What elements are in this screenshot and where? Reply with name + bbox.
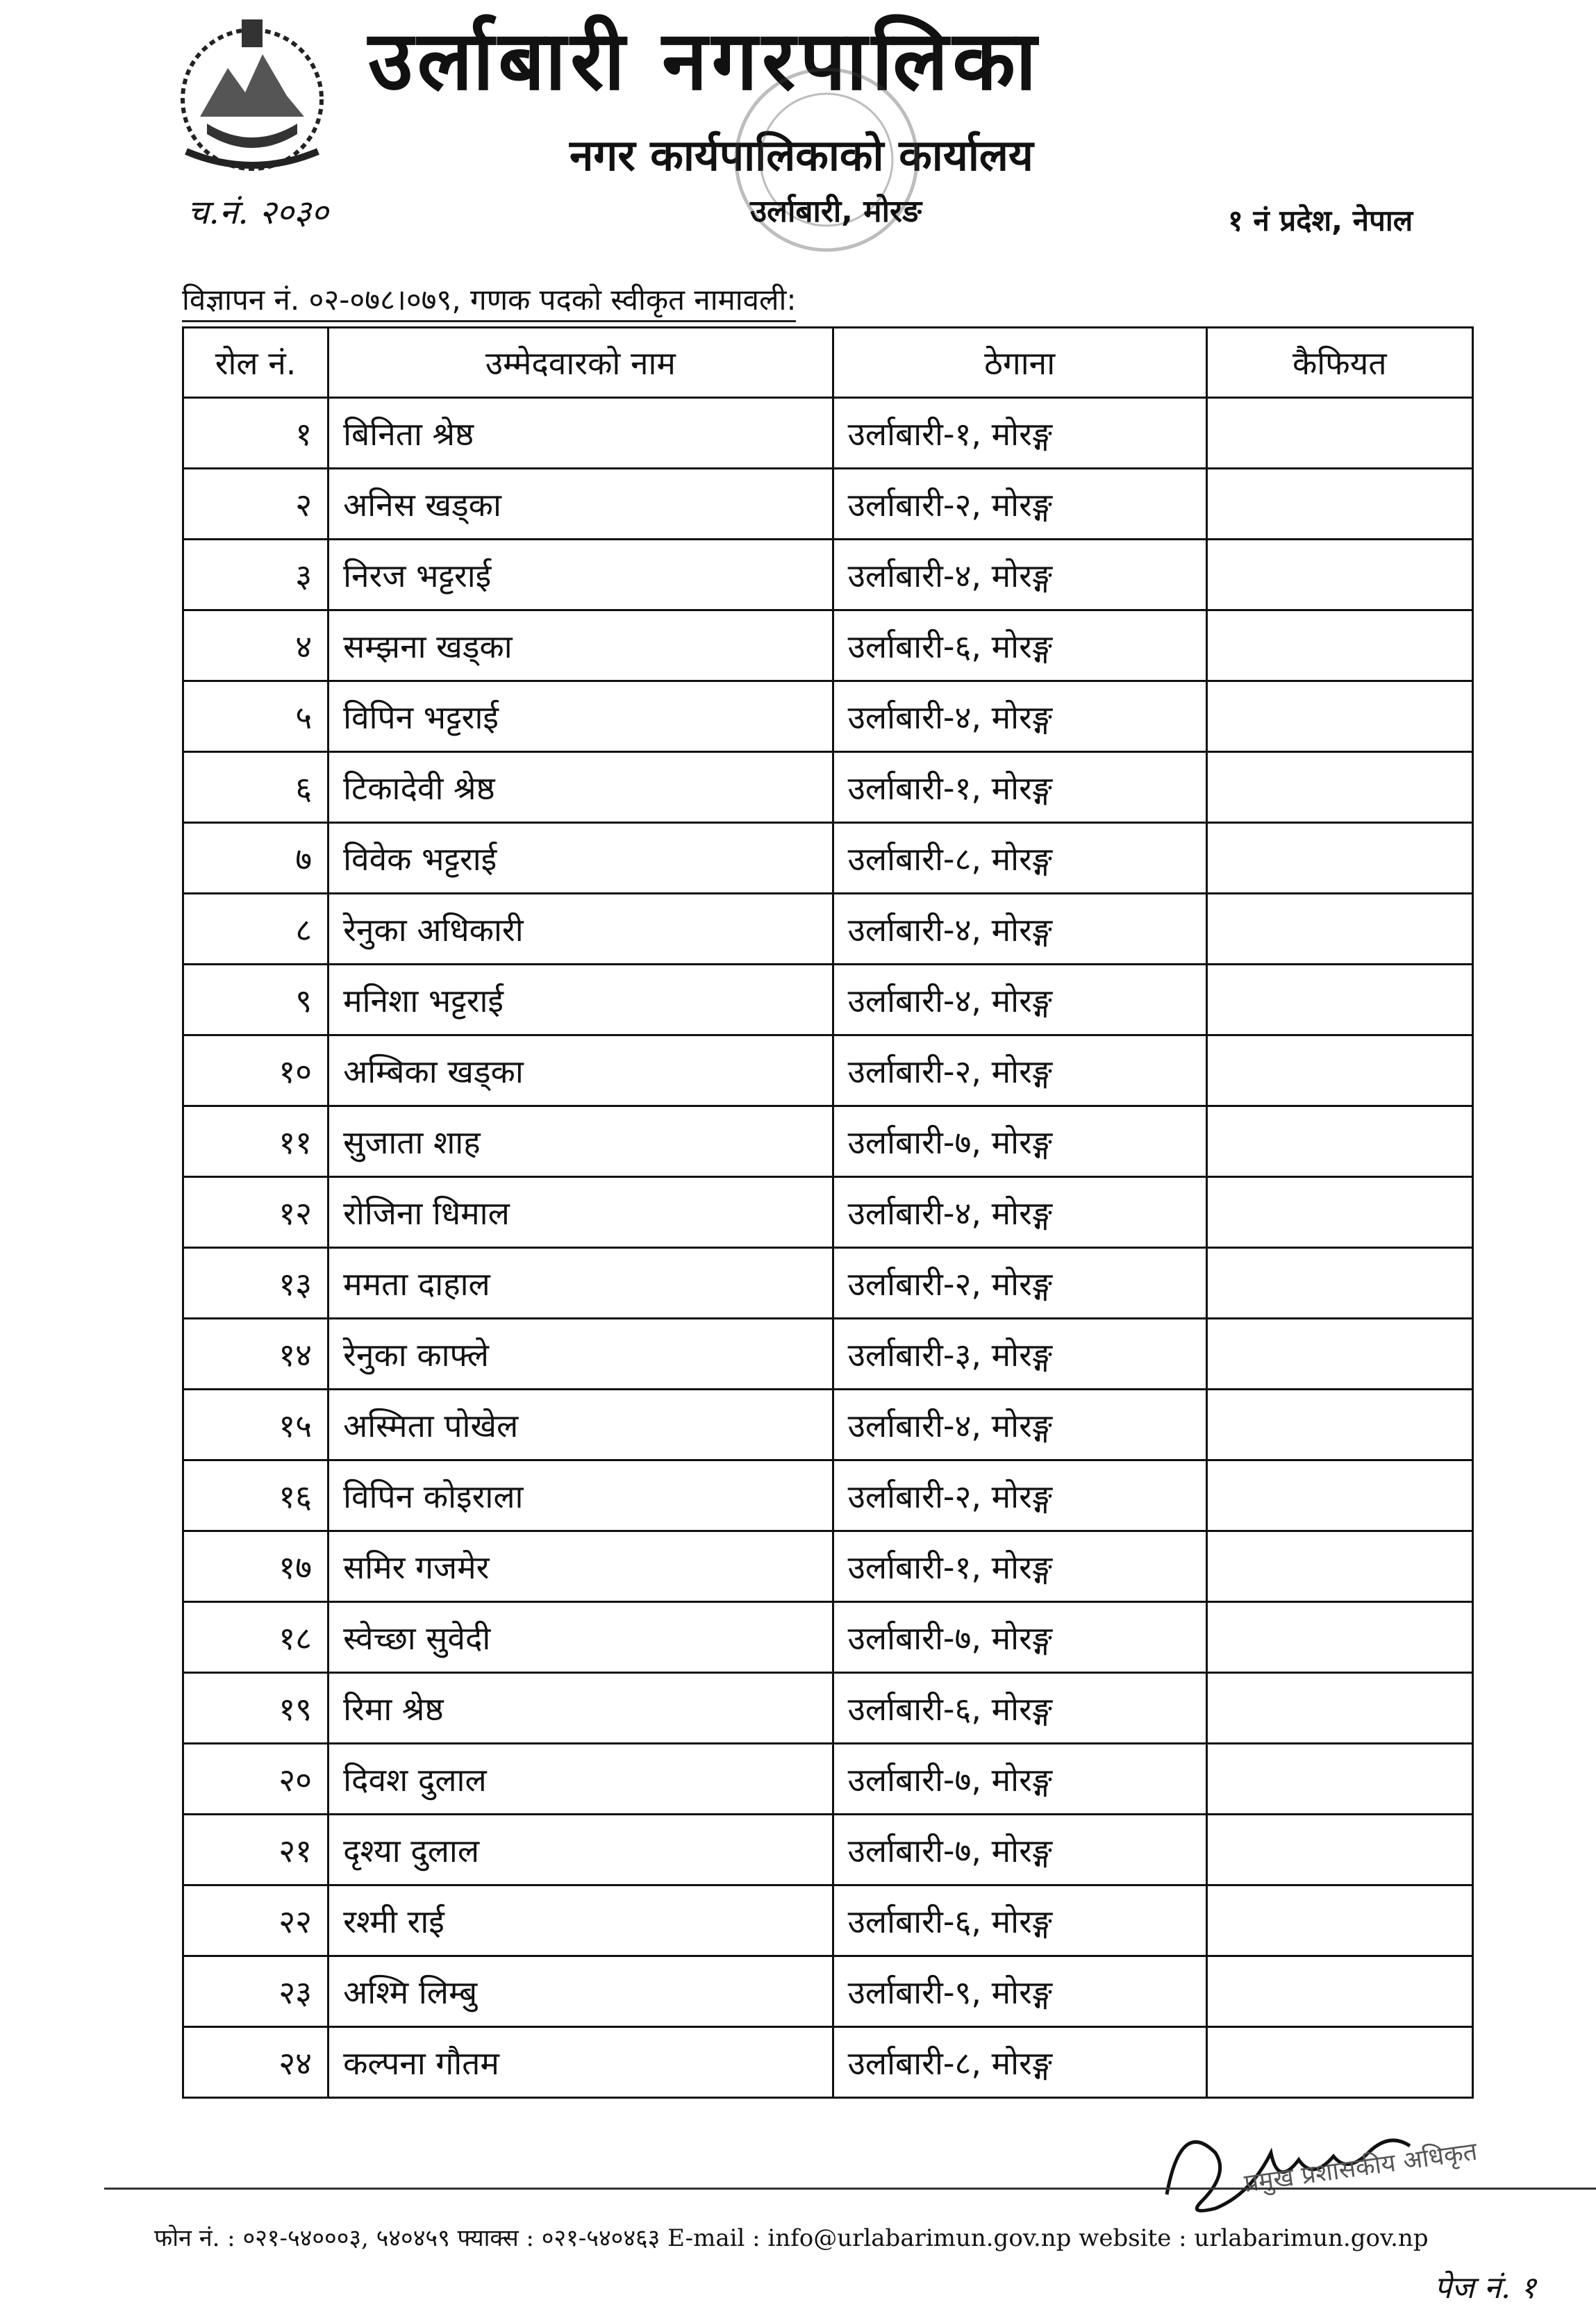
name-cell: मनिशा भट्टराई	[329, 965, 833, 1035]
table-row	[183, 1815, 1473, 1885]
table-header-row	[183, 328, 1473, 398]
candidate-table	[182, 326, 1474, 2099]
roll-cell: १	[183, 398, 329, 469]
name-cell: रोजिना धिमाल	[329, 1177, 833, 1248]
remark-cell	[1206, 1602, 1472, 1673]
roll-cell: ३	[183, 540, 329, 610]
table-row	[183, 398, 1473, 469]
header-remark: कैफियत	[1206, 328, 1472, 398]
handwritten-reference: च.नं. २०३०	[188, 193, 329, 232]
table-row	[183, 1460, 1473, 1531]
remark-cell	[1206, 1885, 1472, 1956]
remark-cell	[1206, 681, 1472, 752]
table-row	[183, 823, 1473, 894]
roll-cell: ५	[183, 681, 329, 752]
remark-cell	[1206, 1956, 1472, 2027]
remark-cell	[1206, 752, 1472, 823]
table-row	[183, 469, 1473, 540]
table-row	[183, 1885, 1473, 1956]
municipality-title: उर्लाबारी नगरपालिका	[368, 13, 1041, 108]
roll-cell: १५	[183, 1390, 329, 1460]
office-stamp-icon	[722, 56, 931, 264]
remark-cell	[1206, 398, 1472, 469]
name-cell: निरज भट्टराई	[329, 540, 833, 610]
remark-cell	[1206, 1390, 1472, 1460]
office-subtitle: नगर कार्यपालिकाको कार्यालय	[570, 130, 1033, 181]
roll-cell: २३	[183, 1956, 329, 2027]
name-cell: बिनिता श्रेष्ठ	[329, 398, 833, 469]
page-number: पेज नं. १	[1434, 2270, 1536, 2306]
province-label: १ नं प्रदेश, नेपाल	[1228, 203, 1413, 238]
roll-cell: ११	[183, 1106, 329, 1177]
header-name: उम्मेदवारको नाम	[329, 328, 833, 398]
name-cell: अम्बिका खड्का	[329, 1035, 833, 1106]
address-cell: उर्लाबारी-२, मोरङ्ग	[833, 1460, 1206, 1531]
table-row	[183, 1248, 1473, 1319]
address-cell: उर्लाबारी-३, मोरङ्ग	[833, 1319, 1206, 1390]
address-cell: उर्लाबारी-४, मोरङ्ग	[833, 1177, 1206, 1248]
nepal-emblem-icon	[158, 13, 346, 179]
table-row	[183, 1106, 1473, 1177]
roll-cell: ४	[183, 610, 329, 681]
remark-cell	[1206, 823, 1472, 894]
roll-cell: २१	[183, 1815, 329, 1885]
remark-cell	[1206, 1248, 1472, 1319]
table-row	[183, 2027, 1473, 2098]
address-cell: उर्लाबारी-१, मोरङ्ग	[833, 1531, 1206, 1602]
table-row	[183, 1177, 1473, 1248]
roll-cell: २	[183, 469, 329, 540]
table-row	[183, 1744, 1473, 1815]
table-row	[183, 1035, 1473, 1106]
name-cell: अस्मिता पोखेल	[329, 1390, 833, 1460]
address-cell: उर्लाबारी-४, मोरङ्ग	[833, 681, 1206, 752]
address-cell: उर्लाबारी-६, मोरङ्ग	[833, 1673, 1206, 1744]
name-cell: टिकादेवी श्रेष्ठ	[329, 752, 833, 823]
name-cell: कल्पना गौतम	[329, 2027, 833, 2098]
address-cell: उर्लाबारी-४, मोरङ्ग	[833, 965, 1206, 1035]
table-row	[183, 681, 1473, 752]
notice-heading: विज्ञापन नं. ०२-०७८।०७९, गणक पदको स्वीकृत नामावली:	[182, 279, 796, 322]
remark-cell	[1206, 1531, 1472, 1602]
address-cell: उर्लाबारी-२, मोरङ्ग	[833, 1035, 1206, 1106]
name-cell: विपिन कोइराला	[329, 1460, 833, 1531]
header-roll: रोल नं.	[183, 328, 329, 398]
table-row	[183, 965, 1473, 1035]
roll-cell: १०	[183, 1035, 329, 1106]
address-cell: उर्लाबारी-६, मोरङ्ग	[833, 610, 1206, 681]
remark-cell	[1206, 1319, 1472, 1390]
name-cell: विवेक भट्टराई	[329, 823, 833, 894]
name-cell: दृश्या दुलाल	[329, 1815, 833, 1885]
name-cell: रश्मी राई	[329, 1885, 833, 1956]
roll-cell: २०	[183, 1744, 329, 1815]
roll-cell: १२	[183, 1177, 329, 1248]
address-cell: उर्लाबारी-२, मोरङ्ग	[833, 1248, 1206, 1319]
address-cell: उर्लाबारी-७, मोरङ्ग	[833, 1815, 1206, 1885]
address-cell: उर्लाबारी-७, मोरङ्ग	[833, 1106, 1206, 1177]
roll-cell: ६	[183, 752, 329, 823]
roll-cell: २२	[183, 1885, 329, 1956]
address-cell: उर्लाबारी-४, मोरङ्ग	[833, 1390, 1206, 1460]
remark-cell	[1206, 469, 1472, 540]
footer-contact: फोन नं. : ०२१-५४०००३, ५४०४५९ फ्याक्स : ०२१-५४०४६३ E-mail : info@urlabarimun.gov.np website : urlabarimun.gov.np	[154, 2224, 1429, 2252]
table-row	[183, 1956, 1473, 2027]
remark-cell	[1206, 1744, 1472, 1815]
office-location: उर्लाबारी, मोरङ	[750, 194, 922, 229]
table-row	[183, 610, 1473, 681]
remark-cell	[1206, 1177, 1472, 1248]
table-row	[183, 894, 1473, 965]
roll-cell: ७	[183, 823, 329, 894]
header-address: ठेगाना	[833, 328, 1206, 398]
remark-cell	[1206, 894, 1472, 965]
address-cell: उर्लाबारी-७, मोरङ्ग	[833, 1602, 1206, 1673]
address-cell: उर्लाबारी-७, मोरङ्ग	[833, 1744, 1206, 1815]
table-row	[183, 540, 1473, 610]
remark-cell	[1206, 2027, 1472, 2098]
table-row	[183, 1531, 1473, 1602]
name-cell: अश्मि लिम्बु	[329, 1956, 833, 2027]
address-cell: उर्लाबारी-४, मोरङ्ग	[833, 540, 1206, 610]
address-cell: उर्लाबारी-८, मोरङ्ग	[833, 2027, 1206, 2098]
table-row	[183, 1319, 1473, 1390]
name-cell: सुजाता शाह	[329, 1106, 833, 1177]
address-cell: उर्लाबारी-१, मोरङ्ग	[833, 752, 1206, 823]
signature-stamp-text: प्रमुख प्रशासकीय अधिकृत	[1242, 2137, 1479, 2199]
roll-cell: २४	[183, 2027, 329, 2098]
roll-cell: १९	[183, 1673, 329, 1744]
remark-cell	[1206, 1673, 1472, 1744]
address-cell: उर्लाबारी-६, मोरङ्ग	[833, 1885, 1206, 1956]
roll-cell: १३	[183, 1248, 329, 1319]
roll-cell: १७	[183, 1531, 329, 1602]
remark-cell	[1206, 1815, 1472, 1885]
table-row	[183, 752, 1473, 823]
roll-cell: ८	[183, 894, 329, 965]
remark-cell	[1206, 965, 1472, 1035]
name-cell: दिवश दुलाल	[329, 1744, 833, 1815]
footer-divider	[104, 2188, 1596, 2190]
address-cell: उर्लाबारी-२, मोरङ्ग	[833, 469, 1206, 540]
remark-cell	[1206, 1460, 1472, 1531]
name-cell: समिर गजमेर	[329, 1531, 833, 1602]
name-cell: रेनुका काफ्ले	[329, 1319, 833, 1390]
name-cell: सम्झना खड्का	[329, 610, 833, 681]
table-row	[183, 1673, 1473, 1744]
table-row	[183, 1390, 1473, 1460]
remark-cell	[1206, 540, 1472, 610]
address-cell: उर्लाबारी-४, मोरङ्ग	[833, 894, 1206, 965]
roll-cell: १६	[183, 1460, 329, 1531]
remark-cell	[1206, 610, 1472, 681]
name-cell: ममता दाहाल	[329, 1248, 833, 1319]
address-cell: उर्लाबारी-८, मोरङ्ग	[833, 823, 1206, 894]
table-row	[183, 1602, 1473, 1673]
name-cell: स्वेच्छा सुवेदी	[329, 1602, 833, 1673]
remark-cell	[1206, 1106, 1472, 1177]
address-cell: उर्लाबारी-१, मोरङ्ग	[833, 398, 1206, 469]
remark-cell	[1206, 1035, 1472, 1106]
name-cell: रिमा श्रेष्ठ	[329, 1673, 833, 1744]
name-cell: रेनुका अधिकारी	[329, 894, 833, 965]
roll-cell: १८	[183, 1602, 329, 1673]
address-cell: उर्लाबारी-९, मोरङ्ग	[833, 1956, 1206, 2027]
name-cell: विपिन भट्टराई	[329, 681, 833, 752]
roll-cell: ९	[183, 965, 329, 1035]
roll-cell: १४	[183, 1319, 329, 1390]
name-cell: अनिस खड्का	[329, 469, 833, 540]
